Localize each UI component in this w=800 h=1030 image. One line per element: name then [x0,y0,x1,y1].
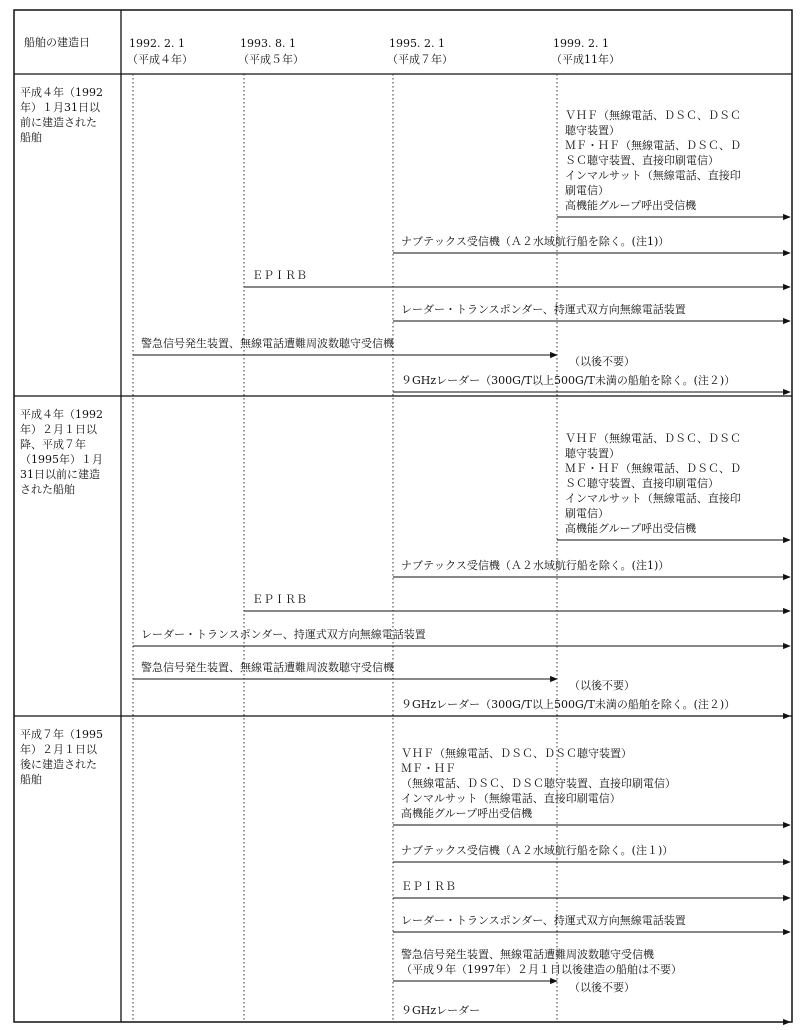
group-label-line: 年）２月１日以 [20,743,97,756]
entry-text: ナブテックス受信機（Ａ２水域航行船を除く。(注１)） [401,844,674,857]
entry-text: ナブテックス受信機（Ａ２水域航行船を除く。(注1)） [401,235,670,248]
group-label-line: 船舶 [20,131,42,144]
header-date: 1993. 8. 1 [240,37,296,50]
entry-text: 聴守装置） [565,124,620,137]
group-label-line: 年）２月１日以 [20,423,97,436]
entry-text: 刷電信） [565,184,609,197]
entry-text: 警急信号発生装置、無線電話遭難周波数聴守受信機 [401,948,654,961]
group-label-line: 平成４年（1992 [20,408,103,421]
entry-text: ９GHzレーダー（300G/T以上500G/T未満の船舶を除く。(注２)） [401,698,736,711]
entry-text: 高機能グループ呼出受信機 [401,807,533,820]
header-era: （平成11年） [551,53,620,66]
group-label-line: された船舶 [20,483,75,496]
group-label-line: 31日以前に建造 [20,468,100,481]
header-date: 1995. 2. 1 [389,37,445,50]
entry-text: 聴守装置） [565,447,620,460]
header-era: （平成７年） [387,53,453,66]
entry-text: ナブテックス受信機（Ａ２水域航行船を除く。(注1)） [401,559,670,572]
entry-text: ＳＣ聴守装置、直接印刷電信） [565,154,719,167]
entry-text: ＶＨＦ（無線電話、ＤＳＣ、ＤＳＣ [565,432,741,445]
entry-text: ＶＨＦ（無線電話、ＤＳＣ、ＤＳＣ聴守装置） [401,747,632,760]
no-longer-required-note: （以後不要） [569,355,635,368]
no-longer-required-note: （以後不要） [569,981,635,994]
group-label-line: 年）１月31日以 [20,101,100,114]
entry-text: 警急信号発生装置、無線電話遭難周波数聴守受信機 [141,661,394,674]
group-label-line: （1995年）１月 [20,453,103,466]
header-era: （平成４年） [127,53,193,66]
group-label-line: 後に建造された [20,758,97,771]
group-label-line: 船舶 [20,773,42,786]
entry-text: 刷電信） [565,507,609,520]
entry-text: ＥＰＩＲＢ [401,880,456,893]
entry-text: ＥＰＩＲＢ [252,593,307,606]
header-date: 1992. 2. 1 [129,37,185,50]
entry-text: （平成９年（1997年）２月１日以後建造の船舶は不要） [401,963,682,976]
entry-text: インマルサット（無線電話、直接印刷電信） [401,792,621,805]
entry-text: ９GHzレーダー（300G/T以上500G/T未満の船舶を除く。(注２)） [401,374,736,387]
entry-text: ＥＰＩＲＢ [252,269,307,282]
entry-text: ＭＦ・ＨＦ（無線電話、ＤＳＣ、Ｄ [565,462,741,475]
entry-text: レーダー・トランスポンダー、持運式双方向無線電話装置 [401,303,686,316]
entry-text: ＳＣ聴守装置、直接印刷電信） [565,477,719,490]
group-label-line: 平成７年（1995 [20,728,103,741]
group-label-line: 降、平成７年 [20,438,86,451]
entry-text: （無線電話、ＤＳＣ、ＤＳＣ聴守装置、直接印刷電信） [401,777,676,790]
entry-text: インマルサット（無線電話、直接印 [565,492,741,505]
entry-text: ＭＦ・ＨＦ [401,762,456,775]
header-date: 1999. 2. 1 [553,37,609,50]
header-era: （平成５年） [238,53,304,66]
group-label-line: 前に建造された [20,116,97,129]
entry-text: レーダー・トランスポンダー、持運式双方向無線電話装置 [141,628,426,641]
entry-text: ＭＦ・ＨＦ（無線電話、ＤＳＣ、Ｄ [565,139,741,152]
entry-text: ９GHzレーダー [401,1004,481,1017]
column-header-label: 船舶の建造日 [24,36,90,49]
entry-text: 警急信号発生装置、無線電話遭難周波数聴守受信機 [141,337,394,350]
group-label-line: 平成４年（1992 [20,86,103,99]
entry-text: インマルサット（無線電話、直接印 [565,169,741,182]
entry-text: 高機能グループ呼出受信機 [565,199,697,212]
no-longer-required-note: （以後不要） [569,679,635,692]
entry-text: ＶＨＦ（無線電話、ＤＳＣ、ＤＳＣ [565,109,741,122]
entry-text: レーダー・トランスポンダー、持運式双方向無線電話装置 [401,914,686,927]
entry-text: 高機能グループ呼出受信機 [565,522,697,535]
